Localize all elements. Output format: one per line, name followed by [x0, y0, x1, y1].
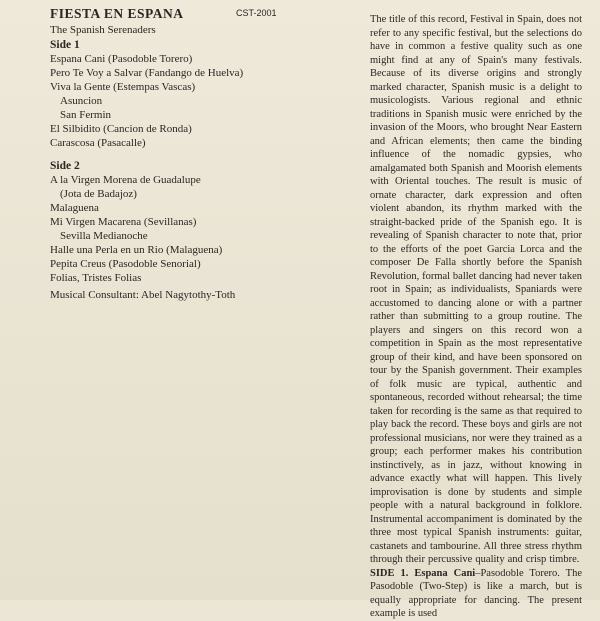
track-item: Pepita Creus (Pasodoble Senorial) — [50, 258, 201, 270]
track-item: (Jota de Badajoz) — [60, 188, 137, 200]
track-item: Sevilla Medianoche — [60, 230, 148, 242]
track-item: A la Virgen Morena de Guadalupe — [50, 174, 201, 186]
side-2-heading: Side 2 — [50, 160, 80, 172]
title-row — [50, 6, 350, 23]
track-item: Folias, Tristes Folias — [50, 272, 142, 284]
side-1-label: SIDE 1. — [370, 567, 409, 579]
track-item: Halle una Perla en un Rio (Malaguena) — [50, 244, 223, 256]
track-item: Viva la Gente (Estempas Vascas) — [50, 81, 196, 93]
artist-name: The Spanish Serenaders — [50, 24, 156, 36]
track-item: Espana Cani (Pasodoble Torero) — [50, 53, 193, 65]
album-title: FIESTA EN ESPANA — [50, 6, 184, 21]
liner-notes-body — [370, 13, 582, 621]
track-item: Asuncion — [60, 95, 103, 107]
side-1-heading: Side 1 — [50, 39, 80, 51]
track-item: Carascosa (Pasacalle) — [50, 137, 146, 149]
track-item: El Silbidito (Cancion de Ronda) — [50, 123, 192, 135]
liner-notes — [370, 13, 582, 621]
catalog-number: CST-2001 — [236, 8, 277, 18]
track-item: Mi Virgen Macarena (Sevillanas) — [50, 216, 197, 228]
track-item: Malaguena — [50, 202, 99, 214]
lead-track-text: –Pasodoble Torero. The Pasodoble (Two-Step) is like a march, but is equally appropriate for dancing. The present example is used — [370, 567, 582, 619]
liner-notes-text: The title of this record, Festival in Spain, does not refer to any specific festival, but the selections do have in common a festive quality such as one might find at any of Spain's many festivals. Because of its diverse origins and strongly marked character, Spanish music is a delight to musicologists. Various regional and ethnic traditions in Spanish music were enriched by the invasion of the Moors, who brought Near Eastern and African elements; then came the binding influence of the nomadic gypsies, who amalgamated both Spanish and Moorish elements with Oriental touches. The result is music of ornate character, dark expression and often violent abandon, its rhythm marked with the straight-backed pride of the Spanish ego. It is revealing of Spanish character to note that, prior to the efforts of the poet Garcia Lorca and the composer De Falla shortly before the Spanish Revolution, formal ballet dancing had never taken root in Spain; as individualists, Spaniards were accustomed to dancing alone or with a partner rather than submitting to a group routine. The players and singers on this record won a competition in Spain as the most representative group of their kind, and have been sponsored on tour by the Spanish government. Their examples of folk music are typical, authentic and spontaneous, recorded without rehearsal; the time taken for recording is the same as that required to play back the record. These boys and girls are not professional musicians, nor were they trained as a group; each performer makes his contribution instinctively, as in jazz, without knowing in advance exactly what will happen. This lively improvisation is done by students and simple people with a natural background in folklore. Instrumental accompaniment is dominated by the three most typical Spanish instruments: guitar, castanets and tambourine. All three stress rhythm through their percussive quality and crisp timbre. — [370, 14, 582, 565]
track-item: San Fermin — [60, 109, 112, 121]
track-item: Pero Te Voy a Salvar (Fandango de Huelva) — [50, 67, 244, 79]
track-listing — [50, 6, 350, 302]
musical-consultant: Musical Consultant: Abel Nagytothy-Toth — [50, 289, 236, 301]
lead-track-title: Espana Cani — [414, 567, 476, 579]
